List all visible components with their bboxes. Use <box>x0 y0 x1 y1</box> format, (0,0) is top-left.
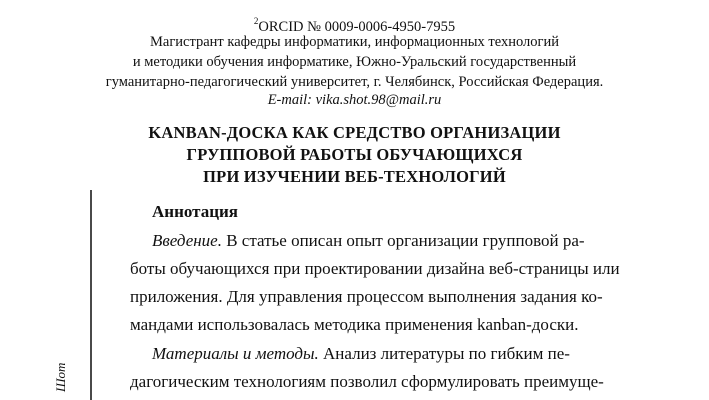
abstract-intro-line-2: боты обучающихся при проектировании дизайна веб-страницы или <box>130 259 620 278</box>
methods-text-1: Анализ литературы по гибким пе- <box>318 344 570 363</box>
running-author-name: Шот <box>53 362 68 392</box>
intro-label: Введение. <box>152 231 222 250</box>
abstract-methods-line-1 <box>152 344 570 364</box>
abstract-heading: Аннотация <box>152 202 238 221</box>
intro-text-1: В статье описан опыт организации групповой ра- <box>221 231 585 250</box>
affiliation-line-3: гуманитарно-педагогический университет, г. Челябинск, Российская Федерация. <box>105 74 604 90</box>
article-title-line-3: ПРИ ИЗУЧЕНИИ ВЕБ-ТЕХНОЛОГИЙ <box>203 167 506 186</box>
margin-rule <box>90 190 92 400</box>
abstract-intro-line-3: приложения. Для управления процессом выполнения задания ко- <box>130 287 603 306</box>
orcid-superscript: 2 <box>253 16 259 26</box>
article-title-line-1: KANBAN-ДОСКА КАК СРЕДСТВО ОРГАНИЗАЦИИ <box>148 123 561 142</box>
abstract-intro-line-4: мандами использовалась методика применения kanban-доски. <box>130 315 579 334</box>
article-title-line-2: ГРУППОВОЙ РАБОТЫ ОБУЧАЮЩИХСЯ <box>186 145 523 164</box>
affiliation-line-2: и методики обучения информатике, Южно-Уральский государственный <box>132 54 577 70</box>
abstract-intro-line-1 <box>152 231 585 251</box>
methods-label: Материалы и методы. <box>152 344 319 363</box>
abstract-methods-line-2: дагогическим технологиям позволил сформулировать преимуще- <box>130 372 604 391</box>
orcid-text: ORCID № 0009-0006-4950-7955 <box>258 18 456 35</box>
affiliation-line-1: Магистрант кафедры информатики, информационных технологий <box>150 34 559 50</box>
author-email[interactable]: E-mail: vika.shot.98@mail.ru <box>267 92 442 108</box>
